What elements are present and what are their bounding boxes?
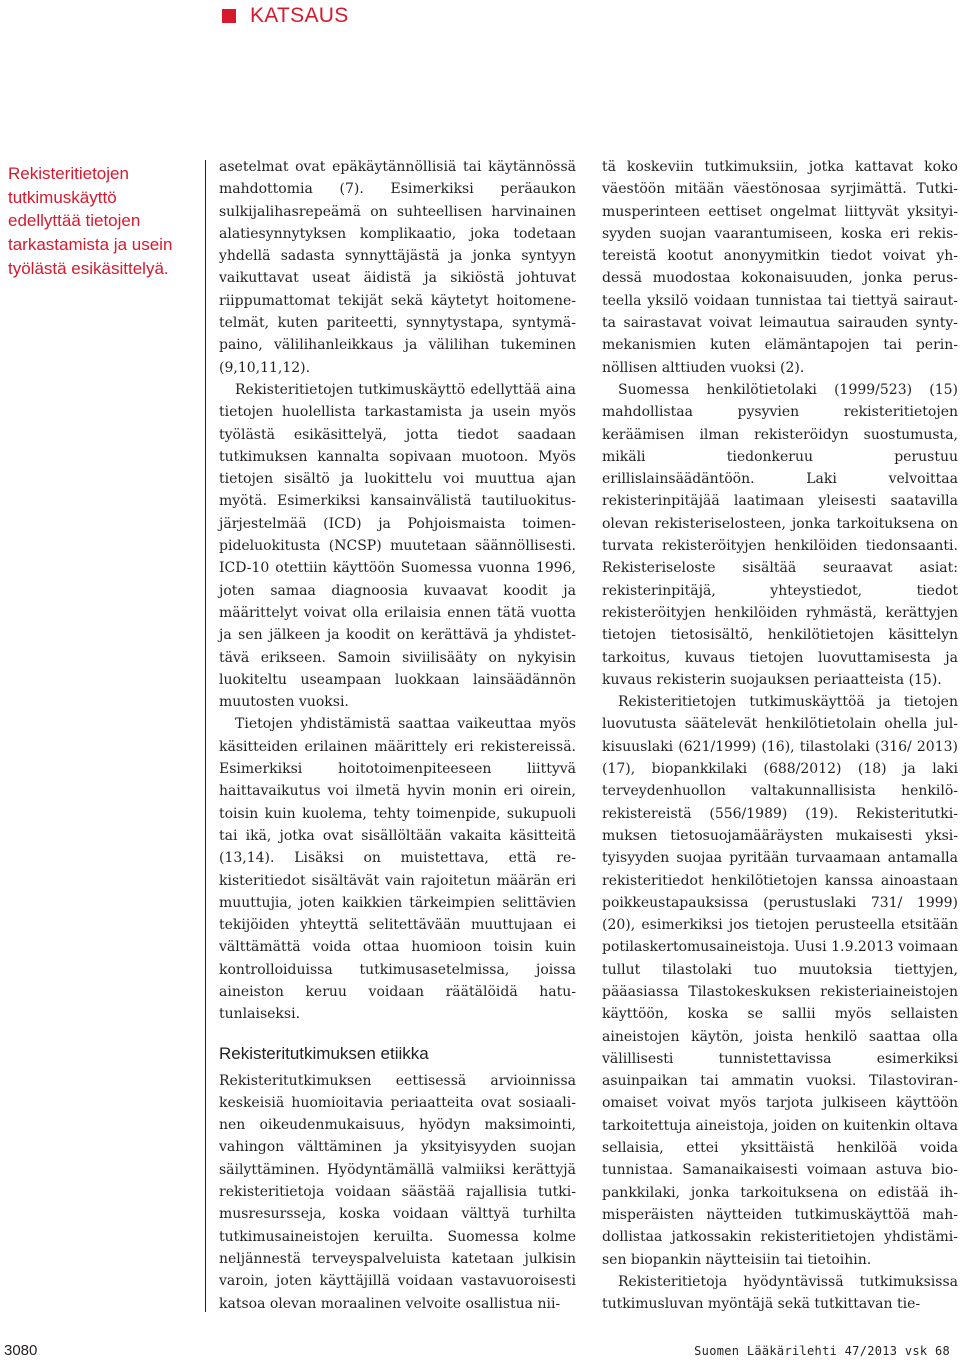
journal-info: Suomen Lääkärilehti 47/2013 vsk 68 bbox=[694, 1344, 950, 1358]
article-column-right bbox=[602, 156, 958, 1315]
body-paragraph: Tietojen yhdistämistä saattaa vaikeuttaa myös käsitteiden erilainen määrittely eri rekistereissä. Esimerkiksi hoitotoimenpiteeseen liittyvä haittavaikutus voi ilmetä hyvin monin eri oirein, toisin kuin kuolema, tehty toimenpide, sukupuoli tai ikä, jotka ovat sisällöltään vakaita käsitteitä (13,14). Lisäksi on muistettava, että rekisteritiedot sisältävät vain rajoitetun määrän eri muuttujia, joten kaikkien tärkeimpien selittävien tekijöiden yhteyttä selitettävään muuttujaan ei välttämättä voida ottaa huomioon toisin kuin kontrolloiduissa tutkimusasetelmissa, joissa aineiston keruu voidaan räätälöidä hatutunlaiseksi. bbox=[219, 716, 576, 1023]
section-label: KATSAUS bbox=[250, 4, 349, 27]
article-column-middle bbox=[219, 156, 576, 1315]
body-paragraph: Rekisteritietojen tutkimuskäyttöä ja tietojen luovutusta säätelevät henkilötietolain ohella julkisuuslaki (621/1999) (16), tilastolaki (316/ 2013) (17), biopankkilaki (688/2012) (18) ja laki terveydenhuollon valtakunnallisista henkilörekistereistä (556/1989) (19). Rekisteritutkimuksen tietosuojamääräysten mukaisesti yksityisyyden suojaa pyritään turvaamaan antamalla rekisteritiedot henkilötietojen kanssa ainoastaan poikkeustapauksissa (perustuslaki 731/ 1999) (20), esimerkiksi jos tietojen perusteella etsitään potilaskertomusaineistoja. Uusi 1.9.2013 voimaan tullut tilastolaki tuo muutoksia tiettyjen, pääasiassa Tilastokeskuksen rekisteriaineistojen käyttöön, koska se sallii myös sellaisten aineistojen käytön, joista henkilö saattaa olla välillisesti tunnistettavissa esimerkiksi asuinpaikan tai ammatin vuoksi. Tilastoviranomaiset voivat myös tarjota julkiseen käyttöön tarkoitettuja aineistoja, joiden on kuitenkin oltava sellaisia, ettei yksittäistä henkilöä voida tunnistaa. Samanaikaisesti voimaan astuva biopankkilaki, jonka tarkoituksena on edistää ihmisperäisten näytteiden tutkimuskäyttöä mahdollistaa jatkossakin rekisteritietojen yhdistämisen biopankin näytteisiin tai tietoihin. bbox=[602, 694, 958, 1268]
section-tag bbox=[222, 4, 349, 28]
body-paragraph: Rekisteritietojen tutkimuskäyttö edellyttää aina tietojen huolellista tarkastamista ja usein myös työlästä esikäsittelyä, jotta tiedot saadaan tutkimuksen kannalta sopivaan muotoon. Myös tietojen sisältö ja luokittelu voi muuttua ajan myötä. Esimerkiksi kansainvälistä tautiluokitusjärjestelmää (ICD) ja Pohjoismaista toimenpideluokitusta (NCSP) muutetaan säännöllisesti. ICD-10 otettiin käyttöön Suomessa vuonna 1996, joten samaa diagnoosia kuvaavat koodit ja määrittelyt voivat olla erilaisia ennen tätä vuotta ja sen jälkeen ja koodit on kerättävä ja yhdistettävä erikseen. Samoin siviilisääty on nykyisin luokiteltu useampaan luokkaan lainsäädännön muutosten vuoksi. bbox=[219, 381, 576, 711]
page-number: 3080 bbox=[4, 1342, 38, 1359]
body-paragraph: Rekisteritietoja hyödyntävissä tutkimuksissa tutkimusluvan myöntäjä sekä tutkittavan tie- bbox=[602, 1273, 958, 1313]
pullquote: Rekisteritietojen tutkimuskäyttö edellyttää tietojen tarkastamista ja usein työlästä esikäsittelyä. bbox=[8, 164, 173, 278]
page-footer bbox=[0, 1342, 960, 1362]
body-paragraph: Rekisteritutkimuksen eettisessä arvioinnissa keskeisiä huomioitavia periaatteita ovat sosiaalinen oikeudenmukaisuus, hyödyn maksimointi, vahingon välttäminen ja yksityisyyden suojan säilyttäminen. Hyödyntämällä valmiiksi kerättyjä rekisteritietoja voidaan säästää rajallisia tutkimusresursseja, koska voidaan välttyä turhilta tutkimusaineistojen keruilta. Suomessa kolme neljännestä terveyspalveluista katetaan julkisin varoin, joten käyttäjillä voidaan vastavuoroisesti katsoa olevan moraalinen velvoite osallistua nii- bbox=[219, 1072, 576, 1312]
section-marker-square bbox=[222, 9, 236, 23]
section-heading: Rekisteritutkimuksen etiikka bbox=[219, 1043, 429, 1063]
body-paragraph: asetelmat ovat epäkäytännöllisiä tai käytännössä mahdottomia (7). Esimerkiksi peräaukon sulkijalihasrepeämä on suhteellisen harvinainen alatiesynnytyksen komplikaatio, joka todetaan yhdellä sadasta synnyttäjästä ja jonka syntyyn vaikuttavat useat äidistä ja sikiöstä johtuvat riippumattomat tekijät sekä käytetyt hoitomenetelmät, kuten pariteetti, synnytystapa, syntymäpaino, välilihanleikkaus ja välilihan tukeminen (9,10,11,12). bbox=[219, 159, 576, 376]
body-paragraph: tä koskeviin tutkimuksiin, jotka kattavat koko väestöön mitään väestönosaa syrjimättä. Tutkimusperinteen eettiset ongelmat liittyvät yksityisyyden suojan vaarantumiseen, koska eri rekistereistä kootut anonyymitkin tiedot voivat yhdessä muodostaa kokonaisuuden, jonka perusteella yksilö voidaan tunnistaa tai tiettyä sairautta sairastavat voivat leimautua sairauden syntymekanismien kuten elämäntapojen tai perinnöllisen alttiuden vuoksi (2). bbox=[602, 159, 958, 376]
body-paragraph: Suomessa henkilötietolaki (1999/523) (15) mahdollistaa pysyvien rekisteritietojen keräämisen ilman rekisteröidyn suostumusta, mikäli tiedonkeruu perustuu erillislainsäädäntöön. Laki velvoittaa rekisterinpitäjää laatimaan yleisesti saatavilla olevan rekisteriselosteen, jonka tarkoituksena on turvata rekisteröityjen henkilöiden tiedonsaanti. Rekisteriseloste sisältää seuraavat asiat: rekisterinpitäjä, yhteystiedot, tiedot rekisteröityjen henkilöiden ryhmästä, kerättyjen tietojen tietosisältö, henkilötietojen käsittelyn tarkoitus, kuvaus tietojen luovuttamisesta ja kuvaus rekisterin suojauksen periaatteista (15). bbox=[602, 381, 958, 688]
column-divider bbox=[205, 160, 206, 1312]
